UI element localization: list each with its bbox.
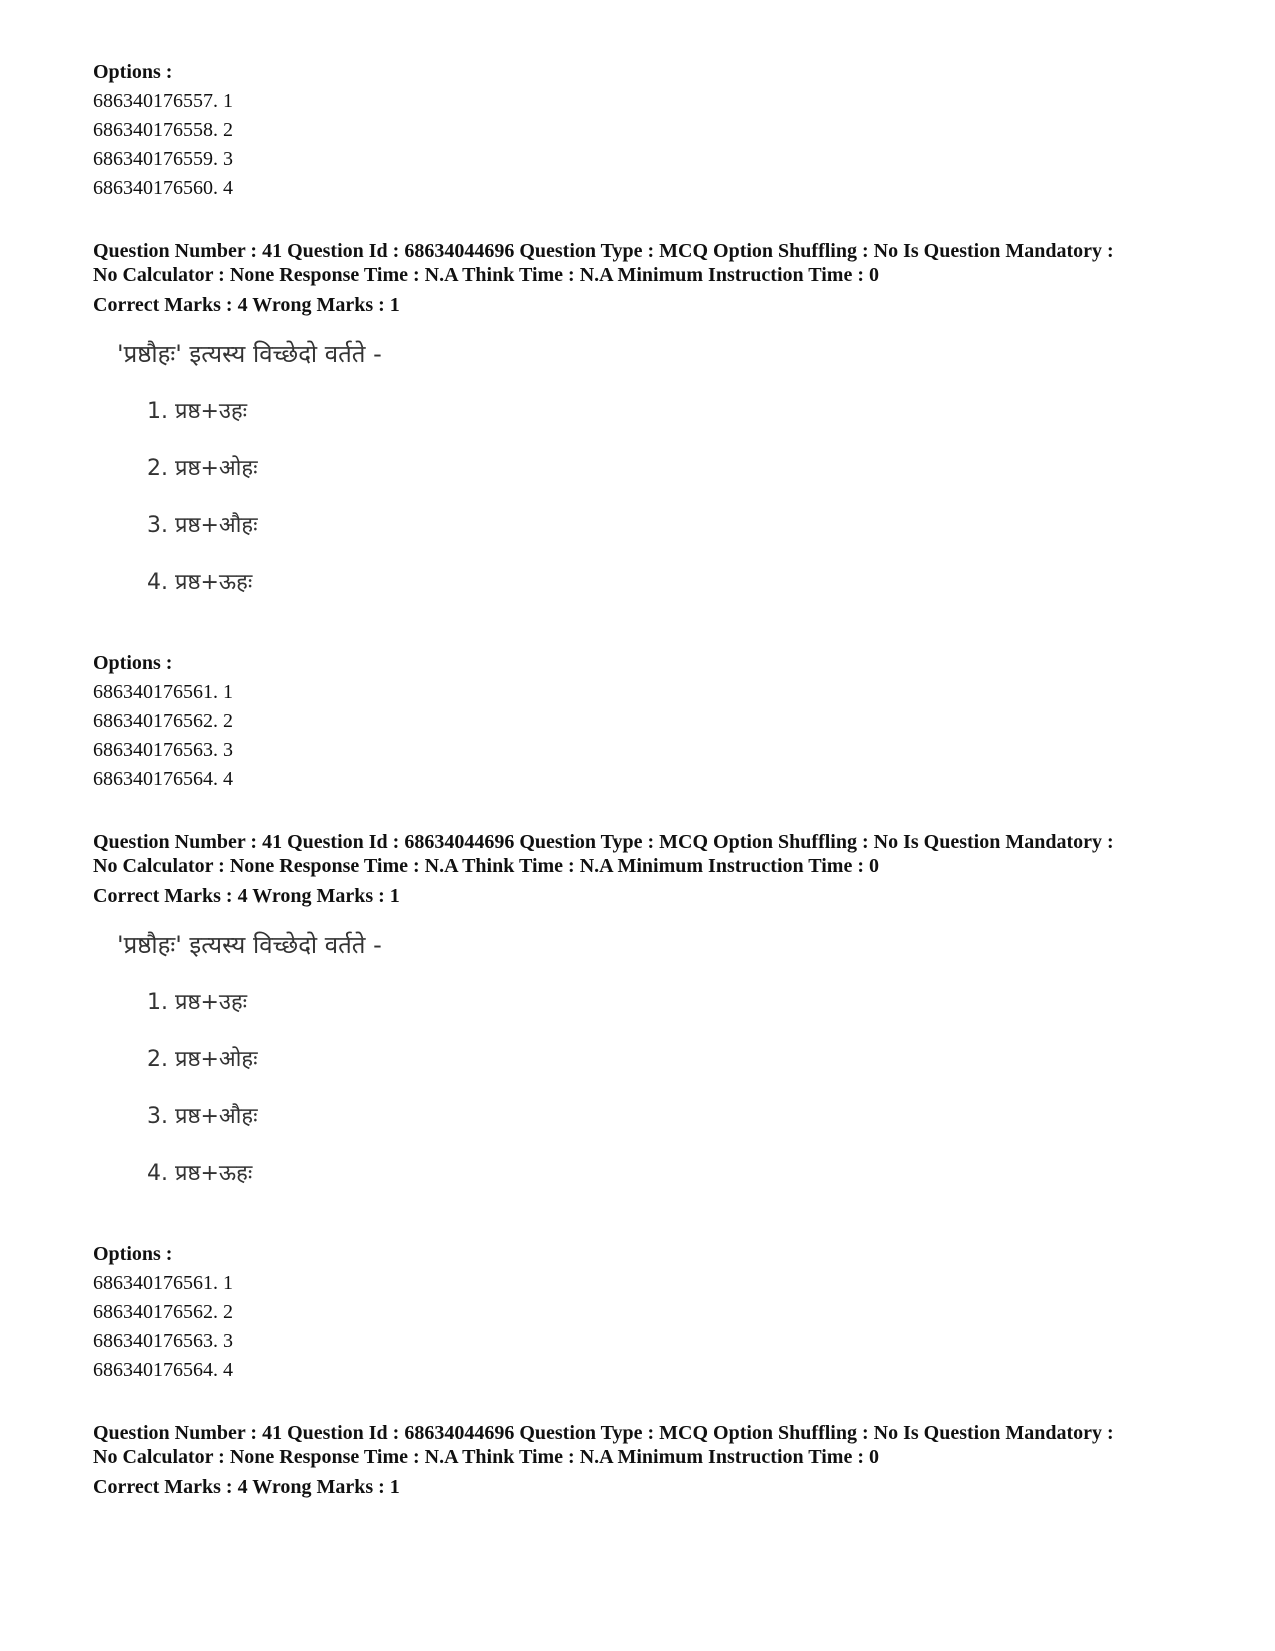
options-block	[93, 58, 1193, 203]
question-meta-line: Question Number : 41 Question Id : 68634044696 Question Type : MCQ Option Shuffling : No Is Question Mandatory :	[93, 831, 1114, 853]
option-item: 686340176558. 2	[93, 119, 233, 141]
option-item: 686340176562. 2	[93, 710, 233, 732]
question-choice: 4. प्रष्ठ+ऊहः	[147, 570, 253, 595]
question-meta-line: Question Number : 41 Question Id : 68634044696 Question Type : MCQ Option Shuffling : No Is Question Mandatory :	[93, 1422, 1114, 1444]
option-item: 686340176564. 4	[93, 1359, 233, 1381]
question-image	[117, 337, 1193, 631]
option-item: 686340176560. 4	[93, 177, 233, 199]
question-marks: Correct Marks : 4 Wrong Marks : 1	[93, 1476, 400, 1498]
question-choice: 2. प्रष्ठ+ओहः	[147, 1047, 258, 1072]
question-stem: 'प्रष्ठौहः' इत्यस्य विच्छेदो वर्तते -	[117, 340, 382, 368]
option-item: 686340176561. 1	[93, 681, 233, 703]
document-page	[93, 58, 1193, 1499]
question-choice: 3. प्रष्ठ+औहः	[147, 1104, 258, 1129]
option-item: 686340176561. 1	[93, 1272, 233, 1294]
options-label: Options :	[93, 652, 173, 674]
options-label: Options :	[93, 1243, 173, 1265]
question-marks: Correct Marks : 4 Wrong Marks : 1	[93, 294, 400, 316]
question-meta-line: No Calculator : None Response Time : N.A Think Time : N.A Minimum Instruction Time : 0	[93, 1446, 879, 1468]
question-marks: Correct Marks : 4 Wrong Marks : 1	[93, 885, 400, 907]
question-choice: 2. प्रष्ठ+ओहः	[147, 456, 258, 481]
question-meta-line: No Calculator : None Response Time : N.A Think Time : N.A Minimum Instruction Time : 0	[93, 855, 879, 877]
question-stem: 'प्रष्ठौहः' इत्यस्य विच्छेदो वर्तते -	[117, 931, 382, 959]
options-label: Options :	[93, 61, 173, 83]
option-item: 686340176557. 1	[93, 90, 233, 112]
option-item: 686340176562. 2	[93, 1301, 233, 1323]
options-block	[93, 649, 1193, 794]
question-meta-line: No Calculator : None Response Time : N.A Think Time : N.A Minimum Instruction Time : 0	[93, 264, 879, 286]
question-block	[93, 1421, 1193, 1499]
option-item: 686340176564. 4	[93, 768, 233, 790]
question-meta-line: Question Number : 41 Question Id : 68634044696 Question Type : MCQ Option Shuffling : No Is Question Mandatory :	[93, 240, 1114, 262]
option-item: 686340176559. 3	[93, 148, 233, 170]
question-choice: 1. प्रष्ठ+उहः	[147, 399, 248, 424]
option-item: 686340176563. 3	[93, 1330, 233, 1352]
question-choice: 4. प्रष्ठ+ऊहः	[147, 1161, 253, 1186]
question-block	[93, 830, 1193, 1385]
question-choice: 3. प्रष्ठ+औहः	[147, 513, 258, 538]
option-item: 686340176563. 3	[93, 739, 233, 761]
options-block	[93, 1240, 1193, 1385]
question-image	[117, 928, 1193, 1222]
question-block	[93, 239, 1193, 794]
question-choice: 1. प्रष्ठ+उहः	[147, 990, 248, 1015]
